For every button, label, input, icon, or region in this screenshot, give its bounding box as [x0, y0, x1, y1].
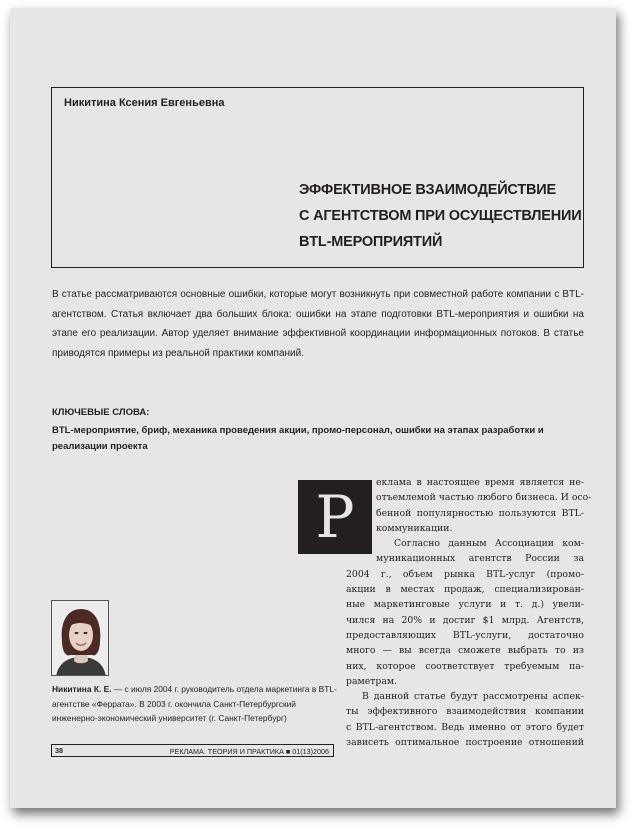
body-line: них, которое соответствует требуемым па-: [346, 660, 584, 672]
body-line: зависеть оптимальное построение отношений: [346, 737, 584, 749]
body-line: ты эффективного взаимодействия компании: [346, 706, 584, 718]
body-line: бенной популярностью пользуются BTL-: [376, 507, 584, 519]
body-line: отъемлемой частью любого бизнеса. И осо-: [376, 492, 592, 504]
author-photo: [51, 600, 109, 676]
bio-text: — с июля 2004 г. руководитель отдела маркетинга в BTL-агентстве «Феррата». В 2003 г. окончила Санкт-Петербургский инженерно-экономический университет (г. Санкт-Петербург): [52, 684, 337, 723]
author-name: Никитина Ксения Евгеньевна: [64, 97, 225, 109]
bio-name: Никитина К. Е.: [52, 684, 112, 694]
drop-cap: Р: [298, 480, 372, 554]
body-line: муникационных агентств России за: [376, 553, 584, 565]
journal-issue: РЕКЛАМА. ТЕОРИЯ И ПРАКТИКА ■ 01(13)2006: [169, 746, 329, 756]
body-line: много — вы всегда сможете выбрать то из: [346, 645, 584, 657]
body-line: предоставляющих BTL-услуги, достаточно: [346, 629, 584, 641]
body-line: акции в местах продаж, специализирован-: [346, 584, 584, 596]
keywords-heading: КЛЮЧЕВЫЕ СЛОВА:: [52, 407, 150, 418]
body-line: с BTL-агентством. Ведь именно от этого будет: [346, 721, 584, 733]
body-line: ные маркетинговые услуги и т. д.) увели-: [346, 599, 584, 611]
body-line: В данной статье будут рассмотрены аспек-: [362, 691, 584, 703]
abstract: В статье рассматриваются основные ошибки, которые могут возникнуть при совместной работе компании с BTL-агентством. Статья включает два больших блока: ошибки на этапе подготовки BTL-мероприятия и ошибки на этапе его реализации. Автор уделяет внимание эффективной координации информационных потоков. В статье приводятся примеры из реальной практики компаний.: [52, 289, 584, 359]
body-line: раметрам.: [346, 675, 398, 687]
title-line-2: С АГЕНТСТВОМ ПРИ ОСУЩЕСТВЛЕНИИ: [299, 208, 582, 224]
body-line: Согласно данным Ассоциации ком-: [394, 538, 584, 550]
keywords: BTL-мероприятие, бриф, механика проведения акции, промо-персонал, ошибки на этапах разработки и реализации проекта: [52, 425, 544, 452]
page-number: 38: [55, 746, 63, 755]
body-line: коммуникации.: [376, 522, 453, 534]
body-line: еклама в настоящее время является не-: [376, 477, 584, 488]
title-line-3: BTL-МЕРОПРИЯТИЙ: [299, 234, 443, 250]
title-line-1: ЭФФЕКТИВНОЕ ВЗАИМОДЕЙСТВИЕ: [299, 182, 556, 198]
article-title: [299, 177, 582, 255]
author-portrait-image: [52, 601, 109, 676]
body-line: 2004 г., объем рынка BTL-услуг (промо-: [346, 568, 584, 580]
author-bio: [52, 682, 342, 726]
body-line: чился на 20% и достиг $1 млрд. Агентств,: [346, 614, 584, 626]
page-footer: [51, 744, 334, 757]
